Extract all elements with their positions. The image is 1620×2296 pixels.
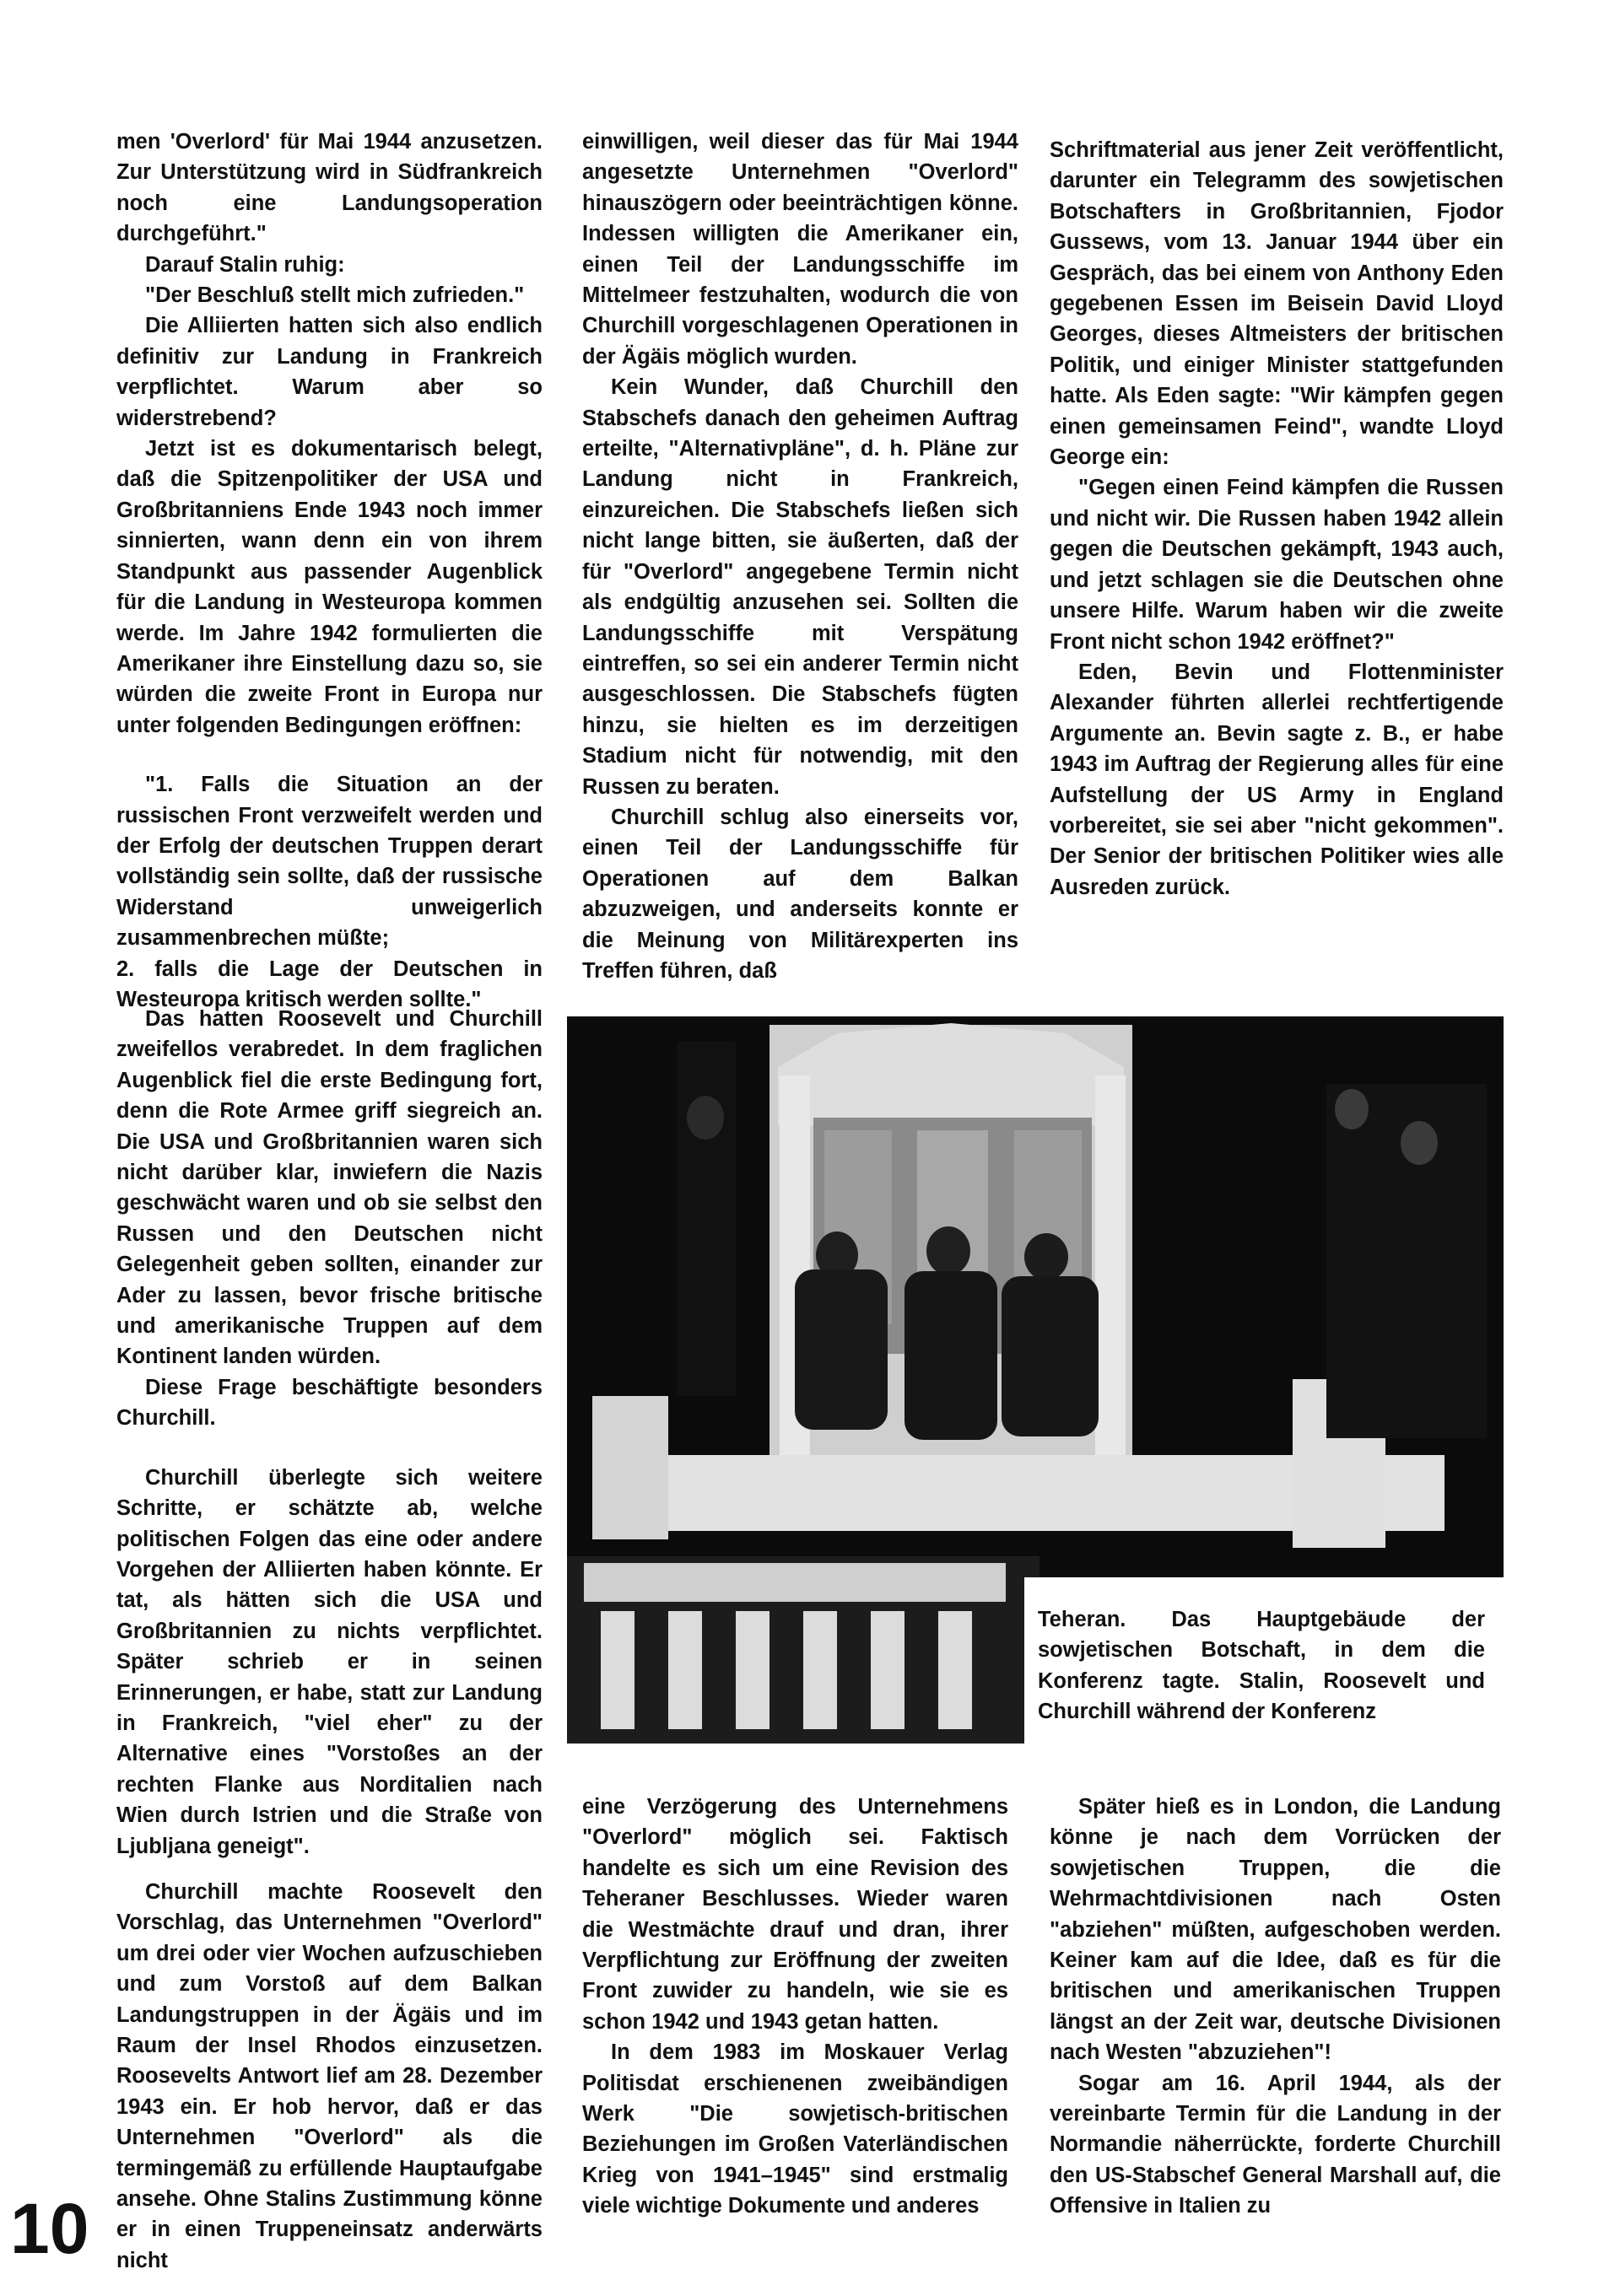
paragraph: In dem 1983 im Moskauer Verlag Politisdat erschienenen zweibändigen Werk "Die sowjetisch-britischen Beziehungen im Großen Vaterländischen Krieg von 1941–1945" sind erstmalig viele wichtige Dokumente und anderes [582, 2040, 1008, 2218]
paragraph: Darauf Stalin ruhig: [145, 252, 345, 277]
paragraph: Churchill schlug also einerseits vor, einen Teil der Landungsschiffe für Operationen auf dem Balkan abzuzweigen, und anderseits konnte er die Meinung von Militärexperten ins Treffen führen, daß [582, 805, 1018, 983]
text-column-middle-top [582, 127, 1018, 986]
quote-paragraph: "1. Falls die Situation an der russischen Front verzweifelt werden und der Erfolg der deutschen Truppen derart vollständig sein sollte, daß der russische Widerstand unweigerlich zusammenbrechen müßte; [116, 773, 543, 951]
text-column-middle-bottom [582, 1792, 1008, 2222]
photo-caption: Teheran. Das Hauptgebäude der sowjetischen Botschaft, in dem die Konferenz tagte. Stalin, Roosevelt und Churchill während der Konferenz [1038, 1608, 1485, 1724]
paragraph: eine Verzögerung des Unternehmens "Overlord" möglich sei. Faktisch handelte es sich um eine Revision des Teheraner Beschlusses. Wieder waren die Westmächte drauf und dran, ihrer Verpflichtung zur Eröffnung der zweiten Front zuwider zu handeln, wie sie es schon 1942 und 1943 getan hatten. [582, 1795, 1008, 2034]
paragraph: Die Alliierten hatten sich also endlich definitiv zur Landung in Frankreich verpflichtet. Warum aber so widerstrebend? [116, 314, 543, 430]
paragraph: Kein Wunder, daß Churchill den Stabschefs danach den geheimen Auftrag erteilte, "Alternativpläne", d. h. Pläne zur Landung nicht in Frankreich, einzureichen. Die Stabschefs ließen sich nicht lange bitten, sie äußerten, daß der für "Overlord" angegebene Termin nicht als endgültig anzusehen sei. Sollten die Landungsschiffe mit Verspätung eintreffen, so sei ein anderer Termin nicht ausgeschlossen. Die Stabschefs fügten hinzu, sie hielten es im derzeitigen Stadium nicht für notwendig, mit den Russen zu beraten. [582, 375, 1018, 799]
text-column-right-top [1050, 135, 1504, 903]
paragraph: Jetzt ist es dokumentarisch belegt, daß die Spitzenpolitiker der USA und Großbritanniens Ende 1943 noch immer sinnierten, wann denn ein von ihrem Standpunkt aus passender Augenblick für die Landung in Westeuropa kommen werde. Im Jahre 1942 formulierten die Amerikaner ihre Einstellung dazu so, sie würden die zweite Front in Europa nur unter folgenden Bedingungen eröffnen: [116, 437, 543, 737]
paragraph: men 'Overlord' für Mai 1944 anzusetzen. Zur Unterstützung wird in Südfrankreich noch eine Landungsoperation durchgeführt." [116, 130, 543, 246]
text-column-left-top [116, 127, 543, 1015]
paragraph: Churchill überlegte sich weitere Schritte, er schätzte ab, welche politischen Folgen das eine oder andere Vorgehen der Alliierten haben könnte. Er tat, als hätten sich die USA und Großbritannien zu nichts verpflichtet. Später schrieb er in seinen Erinnerungen, er habe, statt zur Landung in Frankreich, "viel eher" zu der Alternative eines "Vorstoßes an der rechten Flanke aus Norditalien nach Wien durch Istrien und die Straße von Ljubljana geneigt". [116, 1465, 543, 1858]
text-column-right-bottom [1050, 1792, 1501, 2222]
paragraph: Eden, Bevin und Flottenminister Alexander führten allerlei rechtfertigende Argumente an. Bevin sagte z. B., er habe 1943 im Auftrag der Regierung alles für eine Aufstellung der US Army in England vorbereitet, sie sei aber "nicht gekommen". Der Senior der britischen Politiker wies alle Ausreden zurück. [1050, 660, 1504, 899]
paragraph: Sogar am 16. April 1944, als der vereinbarte Termin für die Landung in der Normandie näherrückte, forderte Churchill den US-Stabschef General Marshall auf, die Offensive in Italien zu [1050, 2071, 1501, 2218]
quote-line: "Der Beschluß stellt mich zufrieden." [145, 283, 525, 308]
page-number: 10 [10, 2189, 89, 2268]
paragraph: Später hieß es in London, die Landung könne je nach dem Vorrücken der sowjetischen Truppen, die die Wehrmachtdivisionen nach Osten "abziehen" müßten, aufgeschoben werden. Keiner kam auf die Idee, daß es für die britischen und amerikanischen Truppen längst an der Zeit war, deutsche Divisionen nach Westen "abzuziehen"! [1050, 1795, 1501, 2065]
paragraph: Diese Frage beschäftigte besonders Churchill. [116, 1375, 543, 1431]
paragraph: einwilligen, weil dieser das für Mai 1944 angesetzte Unternehmen "Overlord" hinauszögern oder beeinträchtigen könne. Indessen willigten die Amerikaner ein, einen Teil der Landungsschiffe im Mittelmeer festzuhalten, wodurch die von Churchill vorgeschlagenen Operationen in der Ägäis möglich wurden. [582, 130, 1018, 369]
quote-paragraph: "Gegen einen Feind kämpfen die Russen und nicht wir. Die Russen haben 1942 allein gegen die Deutschen gekämpft, 1943 auch, und jetzt schlagen sie die Deutschen ohne unsere Hilfe. Warum haben wir die zweite Front nicht schon 1942 eröffnet?" [1050, 476, 1504, 654]
paragraph: Das hatten Roosevelt und Churchill zweifellos verabredet. In dem fraglichen Augenblick fiel die erste Bedingung fort, denn die Rote Armee griff siegreich an. Die USA und Großbritannien waren sich nicht darüber klar, inwiefern die Nazis geschwächt waren und ob sie selbst den Russen und den Deutschen nicht Gelegenheit geben sollten, einander zur Ader zu lassen, bevor frische britische und amerikanische Truppen auf dem Kontinent landen würden. [116, 1007, 543, 1369]
text-column-left-bottom [116, 1004, 543, 2276]
paragraph: Schriftmaterial aus jener Zeit veröffentlicht, darunter ein Telegramm des sowjetischen Botschafters in Großbritannien, Fjodor Gussews, vom 13. Januar 1944 über ein Gespräch, das bei einem von Anthony Eden gegebenen Essen im Beisein David Lloyd Georges, dieses Altmeisters der britischen Politik, und einiger Minister stattgefunden hatte. Als Eden sagte: "Wir kämpfen gegen einen gemeinsamen Feind", wandte Lloyd George ein: [1050, 138, 1504, 470]
paragraph: Churchill machte Roosevelt den Vorschlag, das Unternehmen "Overlord" um drei oder vier Wochen aufzuschieben und zum Vorstoß auf dem Balkan Landungstruppen in der Ägäis und im Raum der Insel Rhodos einzusetzen. Roosevelts Antwort lief am 28. Dezember 1943 ein. Er hob hervor, daß er das Unternehmen "Overlord" als die termingemäß zu erfüllende Hauptaufgabe ansehe. Ohne Stalins Zustimmung könne er in einen Truppeneinsatz anderwärts nicht [116, 1879, 543, 2272]
quote-paragraph: 2. falls die Lage der Deutschen in Westeuropa kritisch werden sollte." [116, 957, 543, 1011]
